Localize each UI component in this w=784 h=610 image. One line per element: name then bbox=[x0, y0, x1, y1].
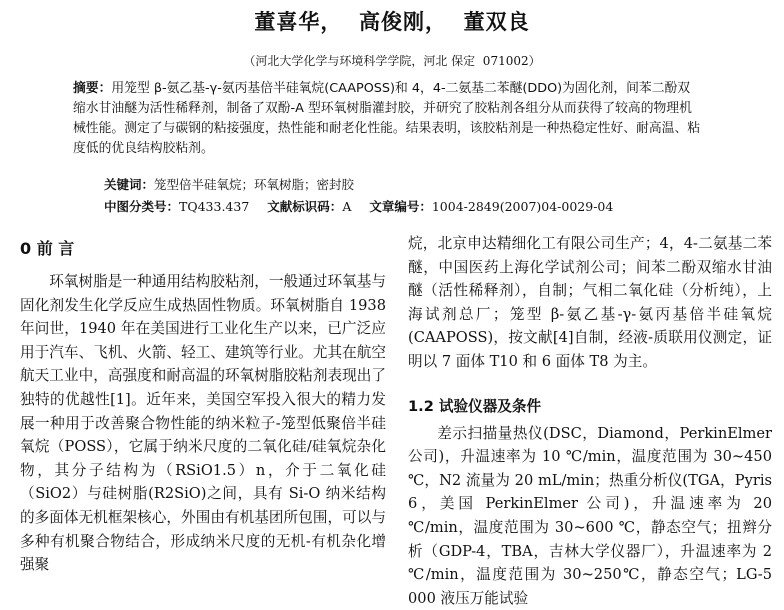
authors-line: 董喜华， 高俊刚， 董双良 bbox=[254, 10, 530, 34]
affiliation-line: （河北大学化学与环境科学学院，河北 保定 071002） bbox=[243, 54, 541, 68]
doc-code-label: 文献标识码： bbox=[267, 199, 343, 214]
doc-code-value: A bbox=[342, 199, 352, 214]
subsection-title-instruments: 1.2 试验仪器及条件 bbox=[408, 397, 542, 415]
keywords-label: 关键词： bbox=[104, 177, 155, 192]
keywords-text: 笼型倍半硅氧烷；环氧树脂；密封胶 bbox=[154, 177, 355, 192]
classification-line bbox=[104, 199, 724, 215]
materials-continuation-paragraph: 烷，北京申达精细化工有限公司生产；4，4-二氨基二苯醚，中国医药上海化学试剂公司；间苯二酚双缩水甘油醚（活性稀释剂），自制；气相二氧化硅（分析纯），上海试剂总厂；笼型 β-氨乙基-γ-氨丙基倍半硅氧烷(CAAPOSS)，按文献[4]自制，经液-质联用仪测定，证明以 7 面体 T10 和 6 面体 T8 为主。 bbox=[408, 235, 772, 370]
abstract-text: 用笼型 β-氨乙基-γ-氨丙基倍半硅氧烷(CAAPOSS)和 4，4-二氨基二苯醚(DDO)为固化剂，间苯二酚双缩水甘油醚为活性稀释剂，制备了双酚-A 型环氧树脂灌封胶，并研究了胶粘剂各组分从而获得了较高的物理机械性能。测定了与碳钢的粘接强度，热性能和耐老化性能。结果表明，该胶粘剂是一种热稳定性好、耐高温、粘度低的优良结构胶粘剂。 bbox=[73, 81, 701, 156]
article-number-value: 1004-2849(2007)04-0029-04 bbox=[431, 199, 614, 214]
clc-value: TQ433.437 bbox=[179, 199, 250, 214]
instruments-paragraph: 差示扫描量热仪(DSC，Diamond，PerkinElmer 公司)，升温速率为 10 ℃/min，温度范围为 30~450 ℃，N2 流量为 20 mL/min；热重分析仪(TGA，Pyris 6，美国 PerkinElmer 公司)，升温速率为 20 ℃/min，温度范围为 30~600 ℃，静态空气；扭辫分析（GDP-4，TBA，吉林大学仪器厂），升温速率为 2 ℃/min，温度范围为 30~250℃，静态空气；LG-5 000 液压万能试验 bbox=[408, 424, 772, 607]
abstract-block bbox=[73, 79, 701, 159]
intro-paragraph: 环氧树脂是一种通用结构胶粘剂，一般通过环氧基与固化剂发生化学反应生成热固性物质。环氧树脂自 1938 年问世，1940 年在美国进行工业化生产以来，已广泛应用于汽车、飞机、火箭、轻工、建筑等行业。尤其在航空航天工业中，高强度和耐高温的环氧树脂胶粘剂表现出了独特的优越性[1]。近年来，美国空军投入很大的精力发展一种用于改善聚合物性能的纳米粒子-笼型低聚倍半硅氧烷（POSS），它属于纳米尺度的二氧化硅/硅氧烷杂化物，其分子结构为（RSiO1.5）n，介于二氧化硅（SiO2）与硅树脂(R2SiO)之间，具有 Si-O 纳米结构的多面体无机框架核心，外围由有机基团所包围，可以与多种有机聚合物结合，形成纳米尺度的无机-有机杂化增强聚 bbox=[20, 273, 386, 574]
abstract-label: 摘要： bbox=[73, 81, 112, 96]
section-title-introduction: 0 前 言 bbox=[20, 239, 75, 258]
keywords-line bbox=[104, 177, 704, 193]
right-column bbox=[408, 232, 772, 610]
article-number-label: 文章编号： bbox=[369, 199, 432, 214]
left-column bbox=[20, 232, 386, 577]
clc-label: 中图分类号： bbox=[104, 199, 180, 214]
abstract-paragraph bbox=[73, 79, 701, 159]
